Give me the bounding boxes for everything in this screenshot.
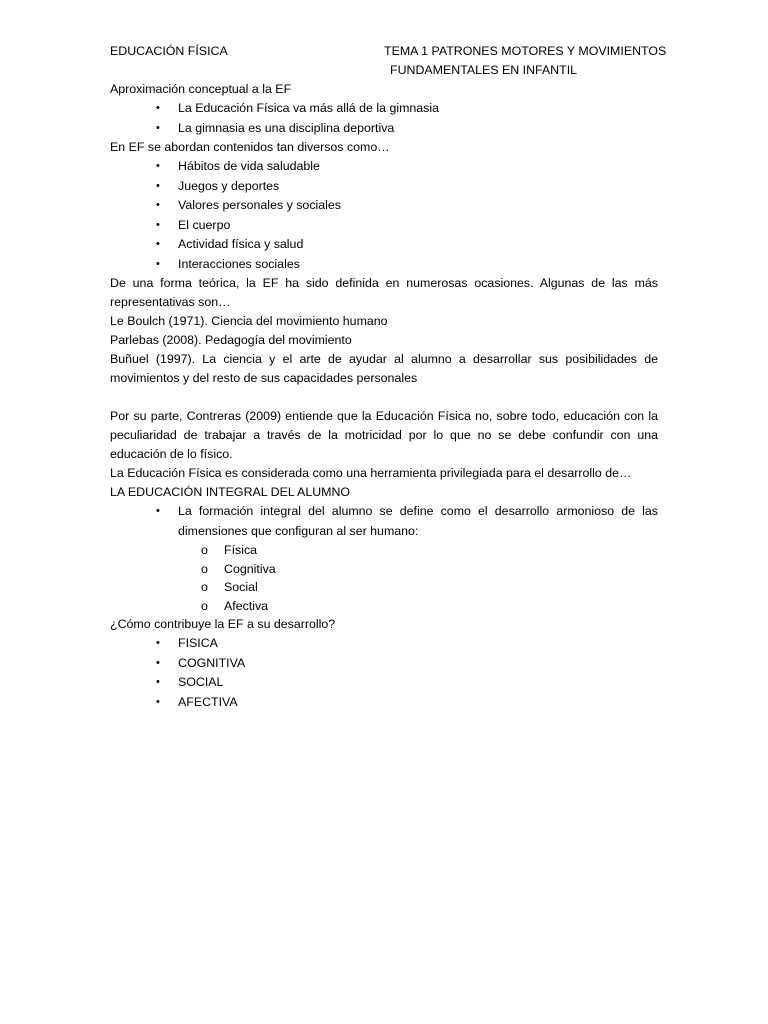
header-topic <box>384 42 674 80</box>
circle-bullet-icon: o <box>201 598 208 613</box>
bullet-list-contenidos <box>110 157 658 274</box>
list-item: • El cuerpo <box>110 216 658 236</box>
circle-bullet-icon: o <box>201 580 208 594</box>
list-item: • Juegos y deportes <box>110 177 658 197</box>
list-item: • Valores personales y sociales <box>110 196 658 216</box>
bullet-icon: • <box>156 199 160 211</box>
list-item: • SOCIAL <box>110 673 658 693</box>
section-title-contribucion: ¿Cómo contribuye la EF a su desarrollo? <box>110 617 336 631</box>
list-item: • Interacciones sociales <box>110 255 658 275</box>
header-topic-line2: FUNDAMENTALES EN INFANTIL <box>390 63 578 77</box>
list-item: • Hábitos de vida saludable <box>110 157 658 177</box>
bullet-list-formacion-integral <box>110 502 658 541</box>
bullet-icon: • <box>156 637 160 649</box>
blank-line <box>110 388 658 407</box>
section-title-contenidos: En EF se abordan contenidos tan diversos como… <box>110 140 390 154</box>
definition-bunuel: Buñuel (1997). La ciencia y el arte de ayudar al alumno a desarrollar sus posibilidades de movimientos y del resto de sus capacidades personales <box>110 352 658 385</box>
list-item: • COGNITIVA <box>110 654 658 674</box>
circle-bullet-icon: o <box>201 561 208 576</box>
list-item: o Cognitiva <box>110 560 658 579</box>
list-item: • La Educación Física va más allá de la gimnasia <box>110 99 658 119</box>
bullet-icon: • <box>156 676 160 688</box>
section-title-educacion-integral: LA EDUCACIÓN INTEGRAL DEL ALUMNO <box>110 485 351 499</box>
bullet-icon: • <box>156 656 160 669</box>
bullet-icon: • <box>156 505 160 517</box>
definitions-intro-paragraph: De una forma teórica, la EF ha sido definida en numerosas ocasiones. Algunas de las más representativas son… <box>110 276 658 309</box>
header-topic-line1: TEMA 1 PATRONES MOTORES Y MOVIMIENTOS <box>384 44 667 58</box>
list-item: • FISICA <box>110 634 658 654</box>
section-title-aproximacion: Aproximación conceptual a la EF <box>110 82 292 96</box>
list-item: • La gimnasia es una disciplina deportiva <box>110 119 658 139</box>
bullet-icon: • <box>156 238 160 250</box>
bullet-icon: • <box>156 218 160 231</box>
list-item: o Social <box>110 578 658 597</box>
bullet-list-contribucion <box>110 634 658 712</box>
list-item: o Afectiva <box>110 597 658 616</box>
bullet-icon: • <box>156 257 160 270</box>
bullet-icon: • <box>156 695 160 708</box>
sub-bullet-list-dimensiones <box>110 541 658 615</box>
bullet-icon: • <box>156 179 160 192</box>
contreras-paragraph: Por su parte, Contreras (2009) entiende que la Educación Física no, sobre todo, educación con la peculiaridad de trabajar a través de la motricidad por lo que no se debe confundir con una educación de lo físico. <box>110 409 658 461</box>
document-page <box>110 42 667 712</box>
bullet-icon: • <box>156 121 160 134</box>
bullet-icon: • <box>156 160 160 172</box>
bullet-icon: • <box>156 102 160 114</box>
herramienta-paragraph: La Educación Física es considerada como una herramienta privilegiada para el desarrollo de… <box>110 466 632 480</box>
definition-le-boulch: Le Boulch (1971). Ciencia del movimiento humano <box>110 314 388 328</box>
header-subject: EDUCACIÓN FÍSICA <box>110 44 228 58</box>
definition-parlebas: Parlebas (2008). Pedagogía del movimiento <box>110 333 352 347</box>
bullet-list-aproximacion <box>110 99 658 138</box>
list-item: o Física <box>110 541 658 560</box>
list-item: • La formación integral del alumno se define como el desarrollo armonioso de las dimensiones que configuran al ser humano: <box>156 504 658 538</box>
circle-bullet-icon: o <box>201 543 208 557</box>
list-item: • Actividad física y salud <box>110 235 658 255</box>
list-item: • AFECTIVA <box>110 693 658 713</box>
page-header <box>110 42 667 80</box>
